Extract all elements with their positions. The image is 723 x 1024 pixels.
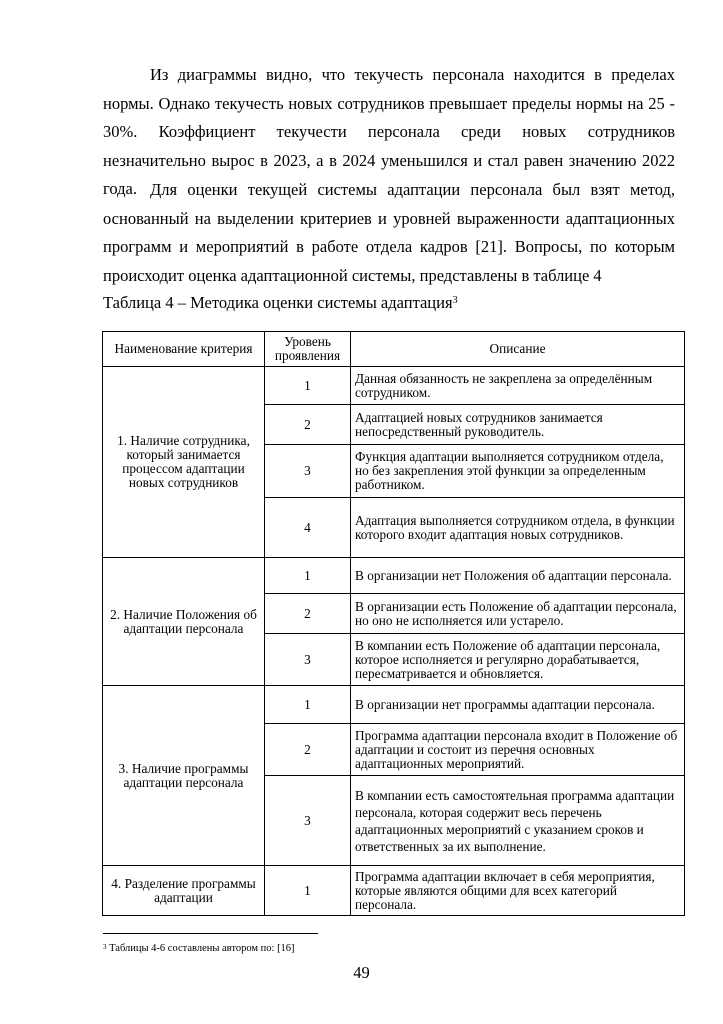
footnote-text: Таблицы 4-6 составлены автором по: [16] [109,943,295,954]
level-cell: 1 [265,866,351,916]
level-cell: 1 [265,686,351,724]
table-row [103,367,685,405]
footnote-mark: 3 [103,943,107,951]
description-cell: Программа адаптации включает в себя мероприятия, которые являются общими для всех категорий персонала. [351,866,685,916]
table-caption [103,292,458,314]
description-cell: В компании есть самостоятельная программа адаптации персонала, которая содержит весь перечень адаптационных мероприятий с указанием сроков и ответственных за их выполнение. [351,776,685,866]
header-level: Уровень проявления [265,332,351,367]
description-cell: Программа адаптации персонала входит в Положение об адаптации и состоит из перечня основных адаптационных мероприятий. [351,724,685,776]
level-cell: 1 [265,367,351,405]
level-cell: 1 [265,558,351,594]
criterion-cell: 1. Наличие сотрудника, который занимается процессом адаптации новых сотрудников [103,367,265,558]
table-row [103,866,685,916]
table-row [103,558,685,594]
page-number: 49 [353,963,370,982]
header-criterion: Наименование критерия [103,332,265,367]
footnote-divider [103,933,318,934]
criteria-table [102,331,685,916]
level-cell: 3 [265,776,351,866]
level-cell: 2 [265,724,351,776]
description-cell: В организации нет Положения об адаптации персонала. [351,558,685,594]
criterion-cell: 4. Разделение программы адаптации [103,866,265,916]
paragraph-method: Для оценки текущей системы адаптации персонала был взят метод, основанный на выделении критериев и уровней выраженности адаптационных программ и мероприятий в работе отдела кадров [21]. Вопросы, по которым происходит оценка адаптационной системы, представлены в таблице 4 [103,180,675,285]
level-cell: 4 [265,498,351,558]
level-cell: 2 [265,594,351,634]
paragraph-turnover: Из диаграммы видно, что текучесть персонала находится в пределах нормы. Однако текучесть новых сотрудников превышает пределы нормы на 25 - 30%. Коэффициент текучести персонала среди новых сотрудников незначительно вырос в 2023, а в 2024 уменьшился и стал равен значению 2022 года. [103,65,675,198]
footnote [103,943,295,954]
caption-footnote-mark: 3 [452,295,458,306]
description-cell: Данная обязанность не закреплена за определённым сотрудником. [351,367,685,405]
level-cell: 2 [265,405,351,445]
table-header-row [103,332,685,367]
description-cell: В организации есть Положение об адаптации персонала, но оно не исполняется или устарело. [351,594,685,634]
description-cell: Функция адаптации выполняется сотрудником отдела, но без закрепления этой функции за определенным работником. [351,445,685,498]
description-cell: Адаптация выполняется сотрудником отдела, в функции которого входит адаптация новых сотрудников. [351,498,685,558]
criterion-cell: 3. Наличие программы адаптации персонала [103,686,265,866]
header-description: Описание [351,332,685,367]
description-cell: В организации нет программы адаптации персонала. [351,686,685,724]
description-cell: Адаптацией новых сотрудников занимается непосредственный руководитель. [351,405,685,445]
description-cell: В компании есть Положение об адаптации персонала, которое исполняется и регулярно дорабатывается, пересматривается и обновляется. [351,634,685,686]
table-caption-text: Таблица 4 – Методика оценки системы адаптация [103,293,453,312]
level-cell: 3 [265,445,351,498]
table-row [103,686,685,724]
level-cell: 3 [265,634,351,686]
criterion-cell: 2. Наличие Положения об адаптации персонала [103,558,265,686]
